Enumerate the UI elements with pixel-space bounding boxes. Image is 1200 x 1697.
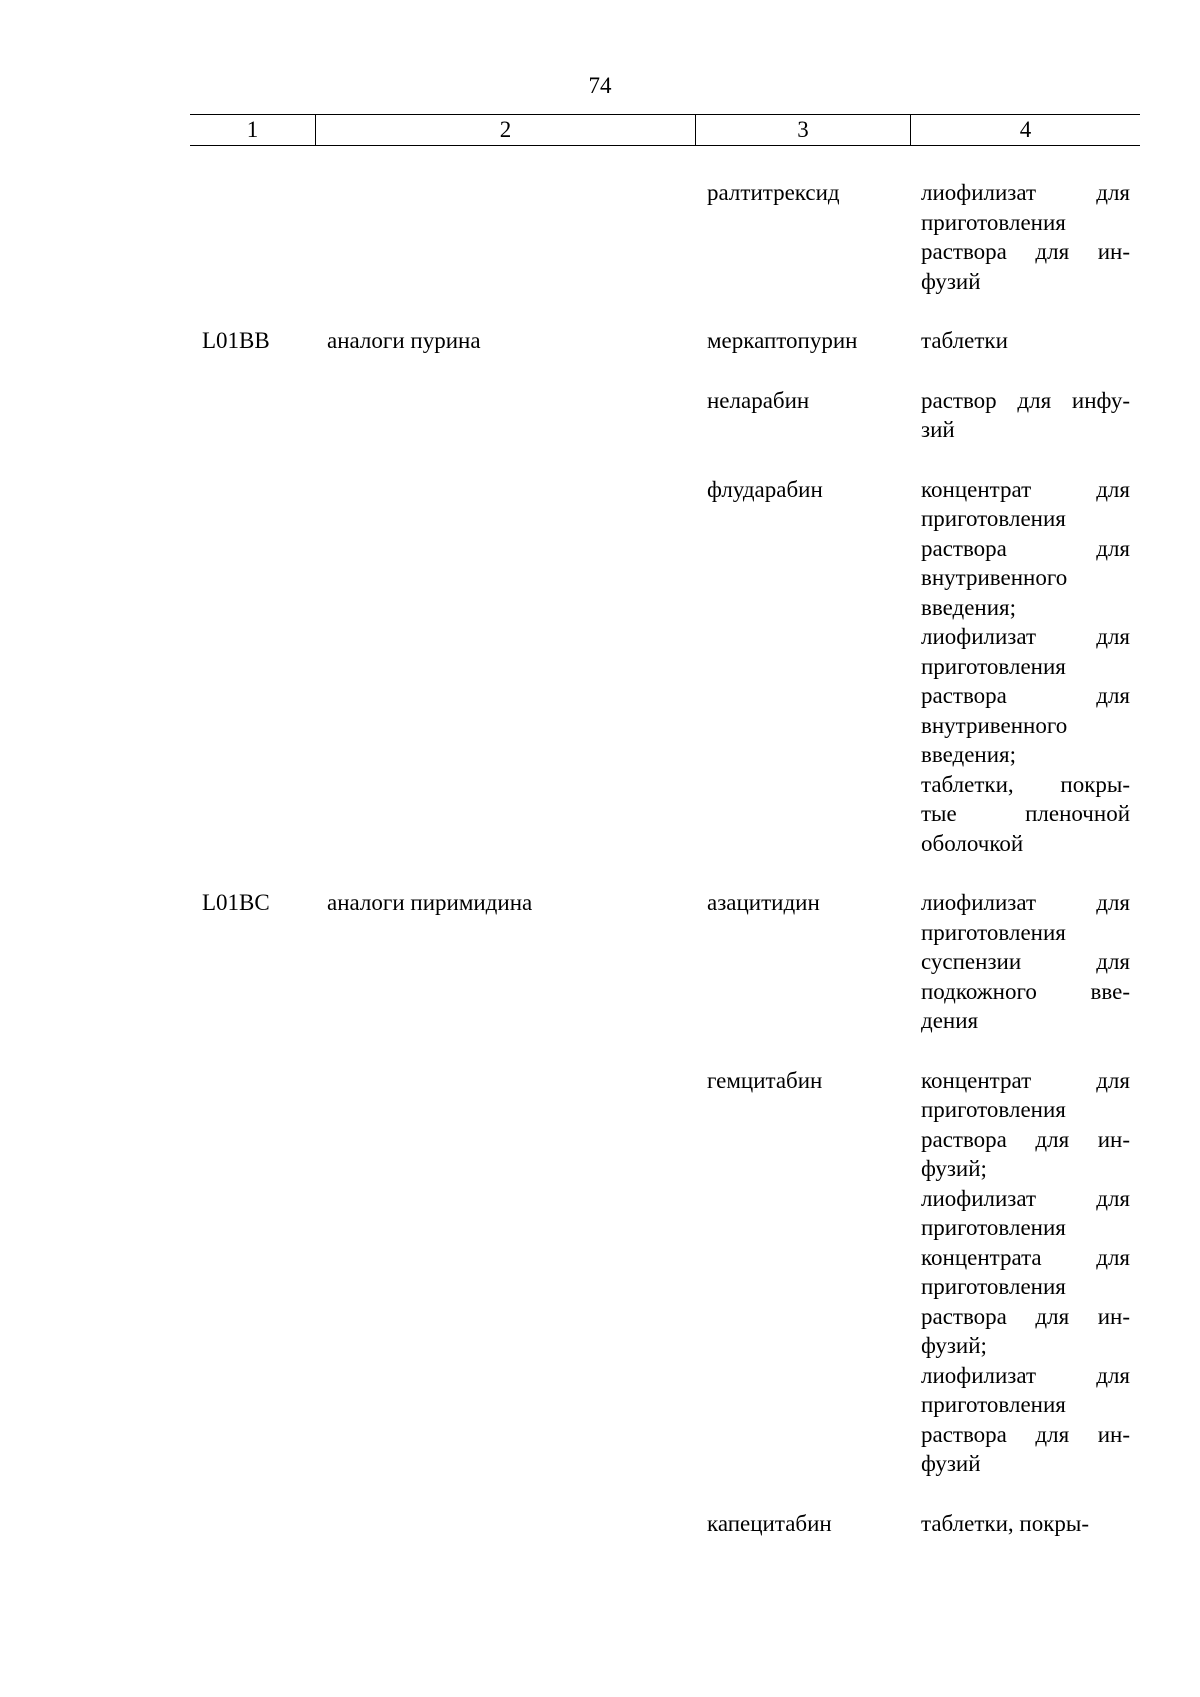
group-name: аналоги пурина <box>327 328 481 353</box>
atc-code <box>190 1509 315 1539</box>
dosage-form-line: оболочкой <box>921 830 1024 856</box>
dosage-form-line: введения; <box>921 594 1016 620</box>
dosage-forms <box>910 1066 1140 1479</box>
table-row <box>190 326 1140 356</box>
dosage-form-line: приготовления <box>921 1274 1066 1299</box>
dosage-form-line: раствор для инфу- <box>921 387 1130 413</box>
table-body <box>190 178 1140 1568</box>
dosage-form-line: лиофилизат для <box>921 1185 1130 1211</box>
dosage-form-line: таблетки, покры- <box>921 771 1130 797</box>
dosage-form-line: лиофилизат для <box>921 890 1130 915</box>
dosage-form-line: приготовления <box>921 1097 1066 1122</box>
table-row <box>190 386 1140 445</box>
dosage-form-line: приготовления <box>921 506 1066 531</box>
dosage-form-line: концентрат для <box>921 1067 1130 1093</box>
dosage-forms <box>910 326 1140 356</box>
table-row <box>190 1509 1140 1539</box>
dosage-form-line: раствора для <box>921 535 1130 561</box>
group-name <box>315 386 695 445</box>
page-number: 74 <box>588 73 612 98</box>
dosage-form-line: фузий; <box>921 1333 987 1358</box>
dosage-forms <box>910 178 1140 296</box>
dosage-form-line: суспензии для <box>921 949 1130 974</box>
drug-name: ралтитрексид <box>707 180 840 205</box>
dosage-form-line: раствора для ин- <box>921 1421 1130 1447</box>
header-col-3: 3 <box>695 115 910 145</box>
drug-name: гемцитабин <box>707 1067 823 1093</box>
atc-code <box>190 1066 315 1479</box>
table-row <box>190 888 1140 1036</box>
group-name <box>315 1066 695 1479</box>
dosage-form-line: зий <box>921 417 955 442</box>
dosage-form-line: тые пленочной <box>921 801 1130 826</box>
dosage-form-line: приготовления <box>921 919 1066 945</box>
dosage-form-line: фузий <box>921 1451 981 1476</box>
atc-code: L01BB <box>202 328 270 353</box>
dosage-forms <box>910 888 1140 1036</box>
dosage-form-line: раствора для ин- <box>921 1303 1130 1329</box>
dosage-form-line: фузий; <box>921 1156 987 1181</box>
dosage-form-line: фузий <box>921 268 981 294</box>
drug-name: азацитидин <box>707 890 820 915</box>
dosage-form-line: раствора для <box>921 683 1130 708</box>
dosage-form-line: внутривенного <box>921 565 1068 590</box>
group-name <box>315 178 695 296</box>
dosage-form-line: внутривенного <box>921 712 1068 738</box>
dosage-form-line: раствора для ин- <box>921 1126 1130 1152</box>
dosage-form-line: лиофилизат для <box>921 624 1130 649</box>
atc-code <box>190 178 315 296</box>
atc-code: L01BC <box>202 890 270 915</box>
dosage-forms <box>910 386 1140 445</box>
dosage-form-line: дения <box>921 1008 979 1033</box>
dosage-form-line: приготовления <box>921 1392 1066 1417</box>
drug-name: флударабин <box>707 476 823 502</box>
header-col-1: 1 <box>246 117 259 142</box>
dosage-form-line: подкожного вве- <box>921 978 1130 1004</box>
drug-name: капецитабин <box>707 1510 832 1536</box>
group-name <box>315 1509 695 1539</box>
dosage-form-line: таблетки, покры- <box>921 1510 1089 1536</box>
dosage-form-line: приготовления <box>921 1215 1066 1240</box>
atc-code <box>190 386 315 445</box>
drug-name: неларабин <box>707 387 810 413</box>
dosage-form-line: таблетки <box>921 328 1008 353</box>
table-row <box>190 475 1140 859</box>
table-row <box>190 1066 1140 1479</box>
dosage-form-line: введения; <box>921 742 1016 767</box>
table-header <box>190 114 1140 146</box>
drug-name: меркаптопурин <box>707 328 858 353</box>
dosage-form-line: концентрата для <box>921 1244 1130 1270</box>
header-col-4: 4 <box>910 115 1140 145</box>
group-name: аналоги пиримидина <box>327 890 533 915</box>
group-name <box>315 475 695 859</box>
dosage-form-line: раствора для ин- <box>921 239 1130 264</box>
dosage-form-line: лиофилизат для <box>921 1362 1130 1388</box>
table-row <box>190 178 1140 296</box>
dosage-forms <box>910 475 1140 859</box>
dosage-form-line: приготовления <box>921 653 1066 679</box>
header-col-2: 2 <box>315 115 695 145</box>
dosage-form-line: концентрат для <box>921 476 1130 502</box>
dosage-forms <box>910 1509 1140 1539</box>
dosage-form-line: приготовления <box>921 209 1066 235</box>
dosage-form-line: лиофилизат для <box>921 180 1130 205</box>
atc-code <box>190 475 315 859</box>
